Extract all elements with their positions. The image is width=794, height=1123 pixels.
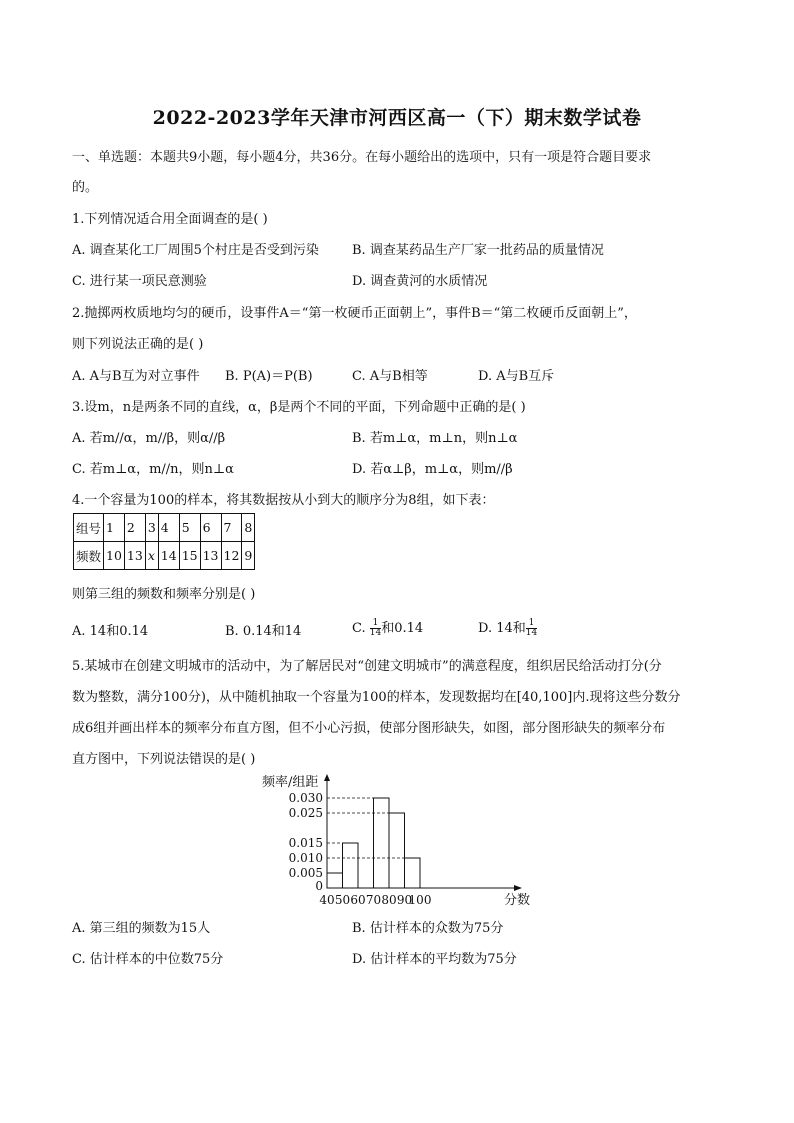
q5-stem-line1: 5.某城市在创建文明城市的活动中，为了解居民对“创建文明城市”的满意程度，组织居民给活动打分(分: [72, 659, 662, 674]
histogram-bar: [374, 798, 390, 888]
table-cell: 8: [242, 514, 255, 542]
frequency-histogram: [250, 772, 550, 912]
y-tick-label: 0.005: [288, 866, 323, 880]
q3-stem: 3.设m，n是两条不同的直线，α，β是两个不同的平面，下列命题中正确的是( ): [72, 400, 526, 415]
q4-option-a: A. 14和0.14: [72, 624, 149, 639]
table-cell: 13: [200, 542, 221, 570]
q3-option-d: D. 若α⊥β，m⊥α，则m//β: [352, 462, 513, 477]
table-cell: 9: [242, 542, 255, 570]
q1-option-b: B. 调查某药品生产厂家一批药品的质量情况: [352, 243, 604, 258]
fraction-numerator: 1: [370, 619, 381, 629]
q2-option-c: C. A与B相等: [352, 369, 428, 384]
x-tick-label: 40: [319, 893, 335, 907]
q3-option-c: C. 若m⊥α，m//n，则n⊥α: [72, 462, 234, 477]
x-tick-label: 100: [408, 893, 432, 907]
q3-option-b: B. 若m⊥α，m⊥n，则n⊥α: [352, 431, 518, 446]
q2-stem-line1: 2.抛掷两枚质地均匀的硬币，设事件A＝“第一枚硬币正面朝上”，事件B＝“第二枚硬币反面朝上”，: [72, 306, 637, 321]
table-cell: 6: [200, 514, 221, 542]
table-cell: 15: [179, 542, 200, 570]
q5-stem-line4: 直方图中，下列说法错误的是( ): [72, 752, 256, 767]
q3-option-a: A. 若m//α，m//β，则α//β: [72, 431, 226, 446]
y-tick-label: 0.030: [288, 791, 323, 805]
q4-option-c-prefix: C.: [352, 621, 370, 636]
table-cell: 14: [158, 542, 179, 570]
q2-option-d: D. A与B互斥: [478, 369, 555, 384]
x-tick-label: 80: [381, 893, 397, 907]
x-axis-arrow: [514, 885, 522, 891]
table-cell: 1: [104, 514, 125, 542]
q4-option-c: [352, 617, 423, 638]
q5-stem-line2: 数为整数，满分100分)，从中随机抽取一个容量为100的样本，发现数据均在[40,100]内.现将这些分数分: [72, 690, 681, 705]
y-axis-arrow: [324, 774, 330, 781]
table-cell: 2: [124, 514, 145, 542]
x-axis-label: 分数: [504, 893, 531, 908]
y-tick-label: 0.010: [288, 851, 323, 865]
q4-ask: 则第三组的频数和频率分别是( ): [72, 587, 256, 602]
table-cell: 3: [145, 514, 158, 542]
x-tick-label: 70: [365, 893, 382, 907]
table-cell: 13: [124, 542, 145, 570]
q5-stem-line3: 成6组并画出样本的频率分布直方图，但不小心污损，使部分图形缺失，如图，部分图形缺失的频率分布: [72, 721, 666, 736]
y-tick-label: 0: [315, 879, 323, 893]
q2-option-b: B. P(A)＝P(B): [225, 369, 313, 384]
table-cell: 7: [221, 514, 242, 542]
histogram-bar: [389, 813, 405, 888]
section-heading-line2: 的。: [72, 180, 99, 195]
table-cell: 4: [158, 514, 179, 542]
q4-option-d-prefix: D. 14和: [478, 621, 526, 636]
table-cell: 5: [179, 514, 200, 542]
q4-option-d: [478, 617, 537, 638]
q1-option-d: D. 调查黄河的水质情况: [352, 274, 488, 289]
y-axis-label: 频率/组距: [262, 775, 319, 790]
q2-stem-line2: 则下列说法正确的是( ): [72, 337, 204, 352]
q5-option-b: B. 估计样本的众数为75分: [352, 921, 504, 936]
histogram-bar: [343, 843, 359, 888]
table-cell: 频数: [74, 542, 104, 570]
section-heading-line1: 一、单选题：本题共9小题，每小题4分，共36分。在每小题给出的选项中，只有一项是符合题目要求: [72, 150, 652, 165]
q1-stem: 1.下列情况适合用全面调查的是( ): [72, 212, 268, 227]
q4-option-b: B. 0.14和14: [225, 624, 302, 639]
q1-option-a: A. 调查某化工厂周围5个村庄是否受到污染: [72, 243, 319, 258]
frequency-table: [73, 513, 255, 570]
y-tick-label: 0.025: [288, 806, 323, 820]
q4-option-c-suffix: 和0.14: [381, 621, 424, 636]
q5-option-d: D. 估计样本的平均数为75分: [352, 952, 517, 967]
table-cell: 组号: [74, 514, 104, 542]
q5-option-c: C. 估计样本的中位数75分: [72, 952, 224, 967]
x-tick-label: 60: [350, 893, 366, 907]
histogram-bar: [327, 873, 343, 888]
x-tick-label: 90: [396, 893, 413, 907]
table-row-frequency: [74, 542, 255, 570]
q4-stem: 4.一个容量为100的样本，将其数据按从小到大的顺序分为8组，如下表：: [72, 493, 495, 508]
q1-option-c: C. 进行某一项民意测验: [72, 274, 207, 289]
table-cell: 10: [104, 542, 125, 570]
histogram-bar: [405, 858, 421, 888]
fraction-1-14: [526, 619, 537, 638]
y-tick-label: 0.015: [288, 836, 323, 850]
fraction-denominator: 14: [525, 628, 538, 638]
table-cell: x: [145, 542, 158, 570]
exam-title: 2022-2023学年天津市河西区高一（下）期末数学试卷: [152, 107, 642, 129]
fraction-denominator: 14: [369, 628, 382, 638]
fraction-numerator: 1: [526, 619, 537, 629]
table-row-group: [74, 514, 255, 542]
table-cell: 12: [221, 542, 242, 570]
q2-option-a: A. A与B互为对立事件: [72, 369, 200, 384]
fraction-1-14: [370, 619, 381, 638]
x-tick-label: 50: [334, 893, 351, 907]
q5-option-a: A. 第三组的频数为15人: [72, 921, 211, 936]
